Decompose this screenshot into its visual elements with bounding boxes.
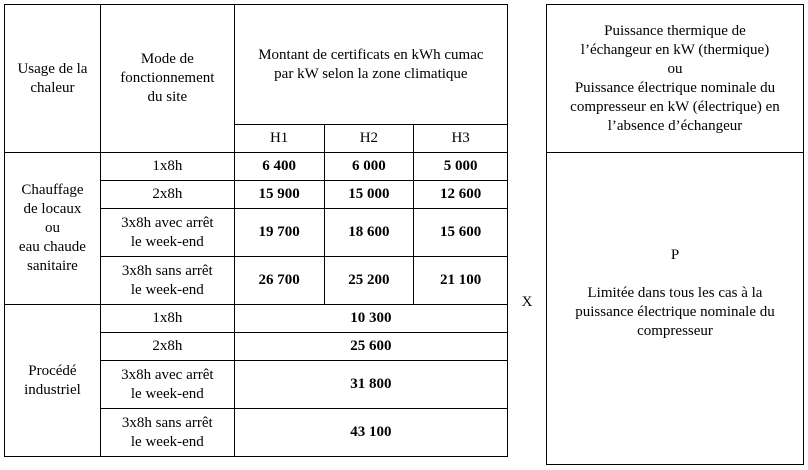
certificates-table: [4, 4, 508, 457]
table-row: [5, 153, 508, 181]
factor-body: P Limitée dans tous les cas à la puissance électrique nominale du compresseur: [547, 153, 804, 465]
header-zone-h3: H3: [414, 125, 508, 153]
value-cell: 31 800: [234, 361, 507, 409]
multiplication-sign: X: [521, 294, 533, 310]
header-usage: Usage de la chaleur: [5, 5, 101, 153]
value-cell: 15 600: [414, 209, 508, 257]
mode-cell: 1x8h: [100, 305, 234, 333]
value-cell: 43 100: [234, 409, 507, 457]
header-zone-h2: H2: [324, 125, 414, 153]
value-cell: 26 700: [234, 257, 324, 305]
header-montant: Montant de certificats en kWh cumac par kW selon la zone climatique: [234, 5, 507, 125]
header-mode: Mode de fonctionnement du site: [100, 5, 234, 153]
value-cell: 25 600: [234, 333, 507, 361]
value-cell: 21 100: [414, 257, 508, 305]
usage-chauffage: Chauffage de locaux ou eau chaude sanitaire: [5, 153, 101, 305]
value-cell: 15 900: [234, 181, 324, 209]
mode-cell: 3x8h sans arrêt le week-end: [100, 409, 234, 457]
value-cell: 10 300: [234, 305, 507, 333]
value-cell: 18 600: [324, 209, 414, 257]
value-cell: 6 000: [324, 153, 414, 181]
factor-header: Puissance thermique de l’échangeur en kW (thermique) ou Puissance électrique nominale du compresseur en kW (électrique) en l’absence d’échangeur: [547, 5, 804, 153]
factor-symbol: P: [670, 247, 680, 263]
mode-cell: 1x8h: [100, 153, 234, 181]
mode-cell: 2x8h: [100, 333, 234, 361]
factor-table: [546, 4, 804, 465]
value-cell: 19 700: [234, 209, 324, 257]
value-cell: 12 600: [414, 181, 508, 209]
usage-procede: Procédé industriel: [5, 305, 101, 457]
value-cell: 15 000: [324, 181, 414, 209]
mode-cell: 2x8h: [100, 181, 234, 209]
value-cell: 6 400: [234, 153, 324, 181]
mode-cell: 3x8h sans arrêt le week-end: [100, 257, 234, 305]
value-cell: 5 000: [414, 153, 508, 181]
header-zone-h1: H1: [234, 125, 324, 153]
mode-cell: 3x8h avec arrêt le week-end: [100, 361, 234, 409]
table-row: [5, 305, 508, 333]
value-cell: 25 200: [324, 257, 414, 305]
mode-cell: 3x8h avec arrêt le week-end: [100, 209, 234, 257]
